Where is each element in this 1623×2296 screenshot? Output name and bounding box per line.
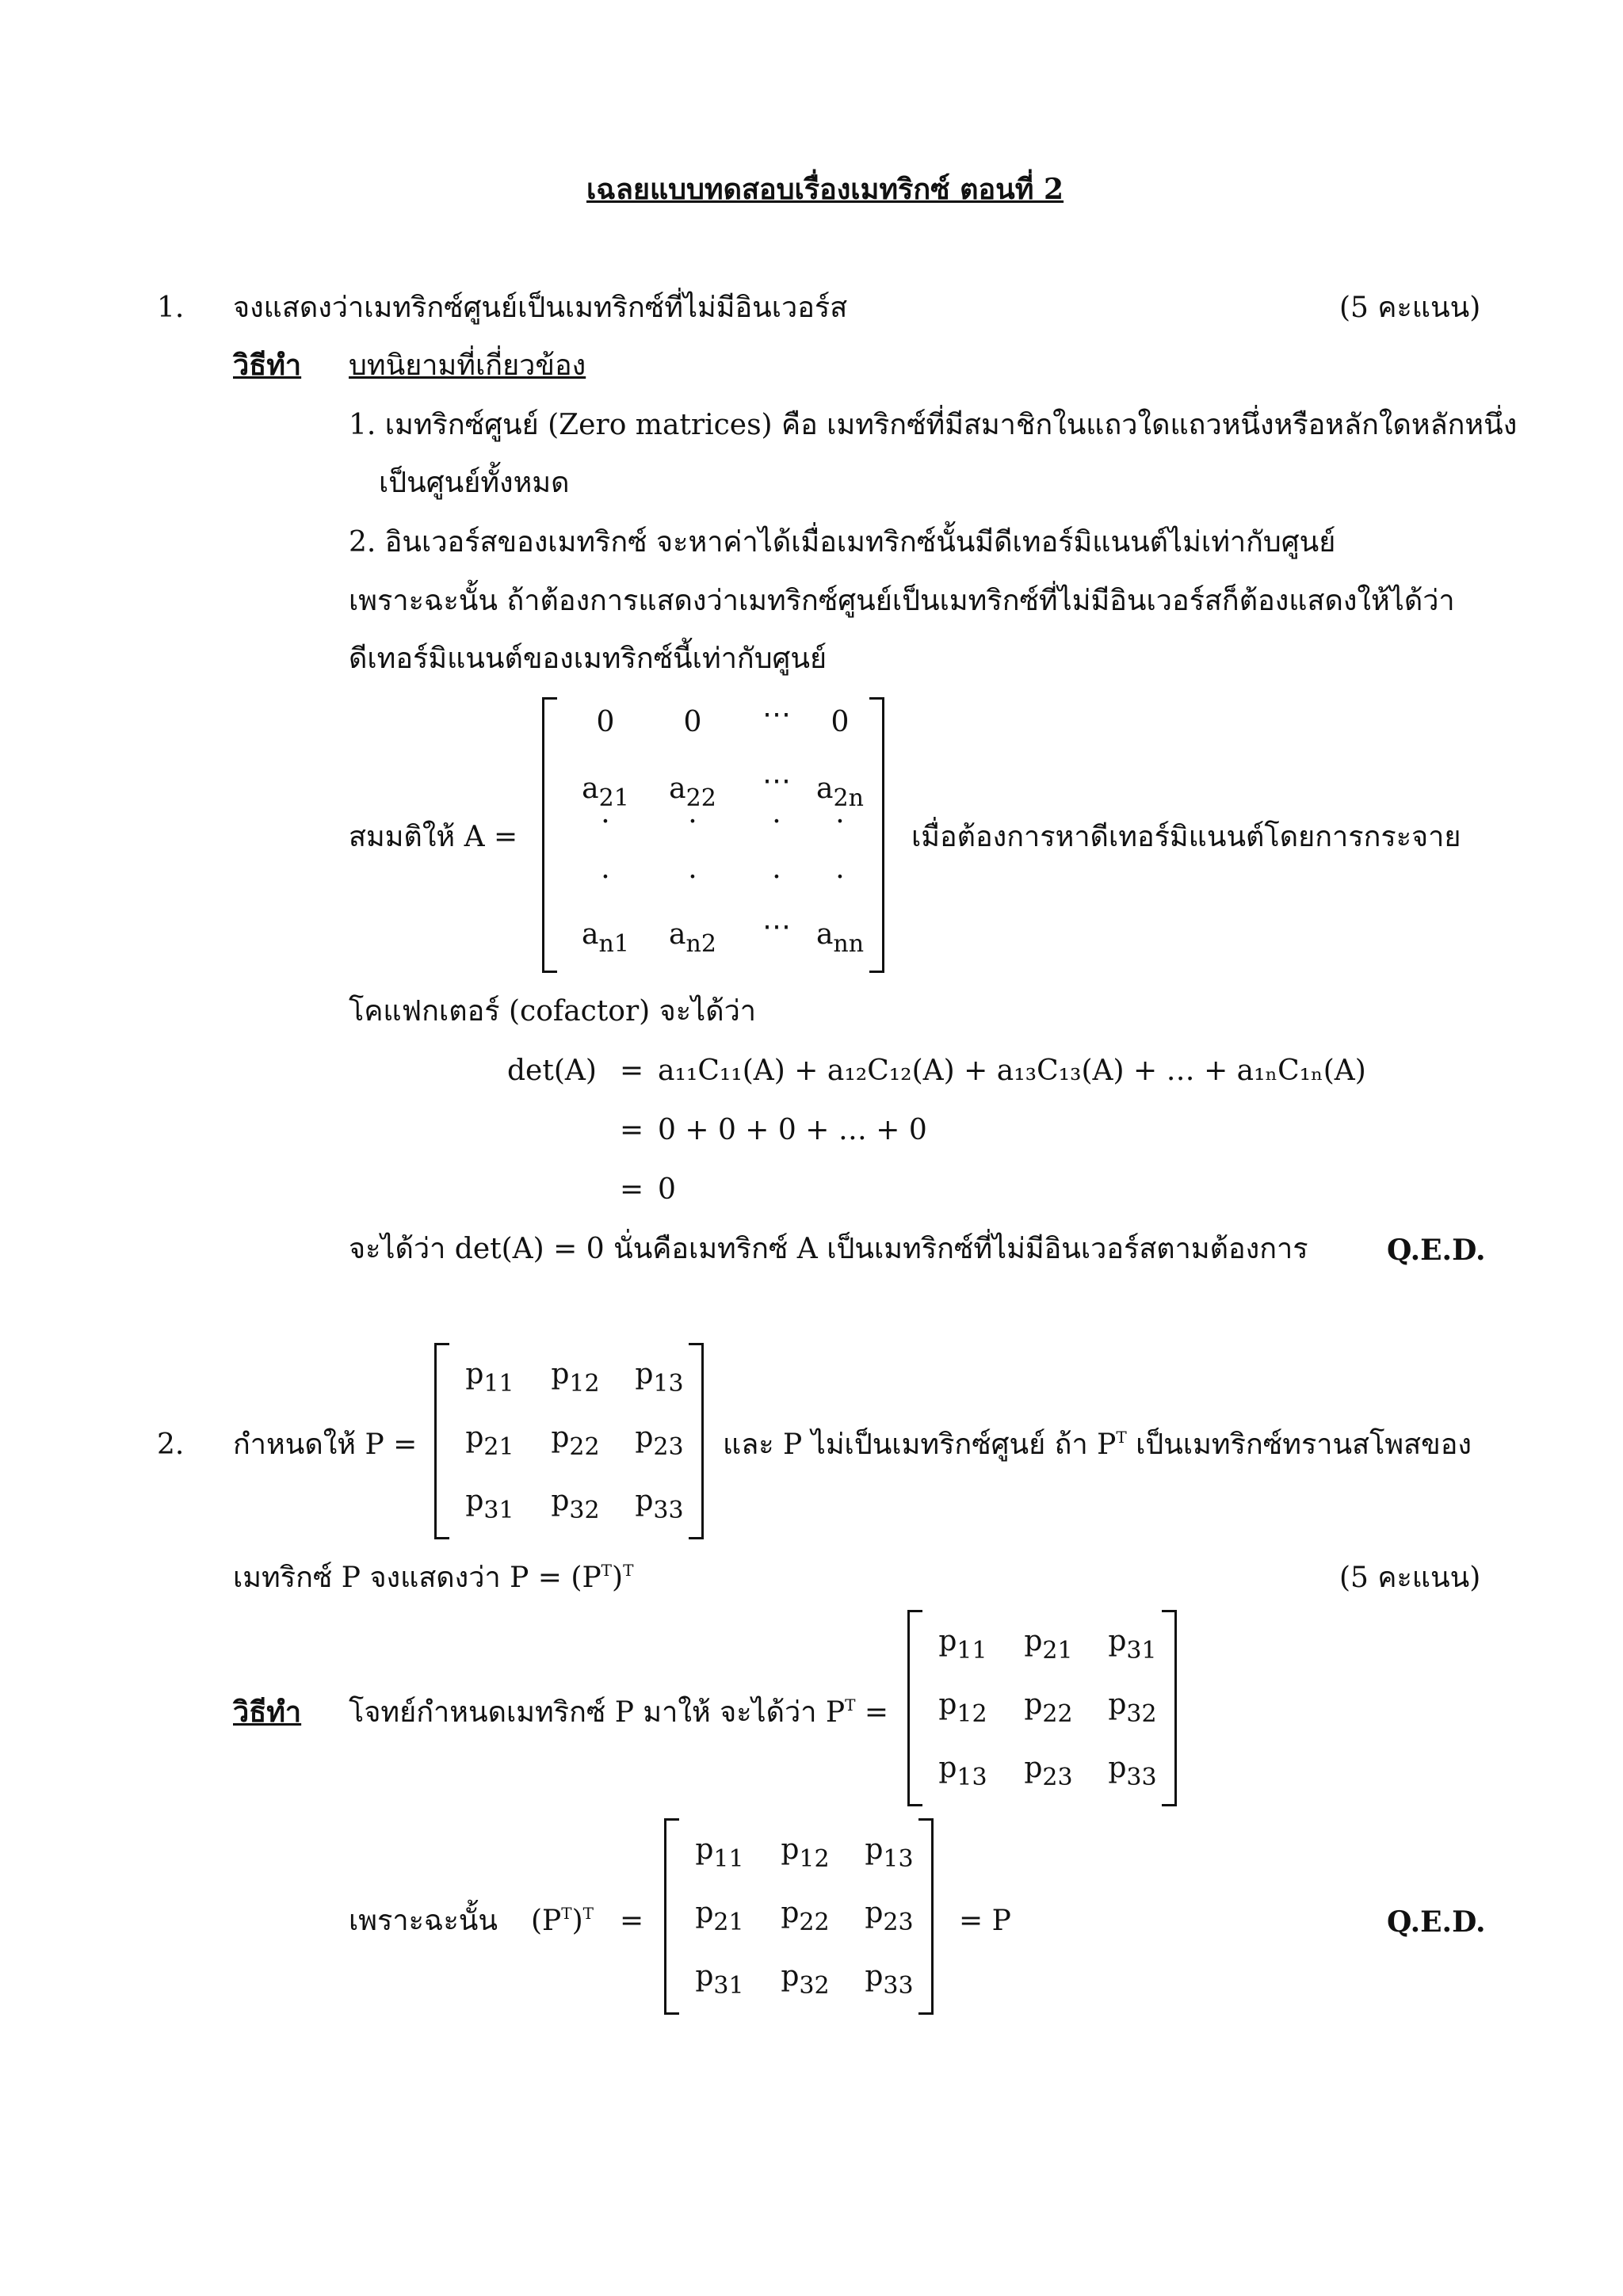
matrix-p-cell: $p_{33}$ [635, 1485, 684, 1524]
det-expansion: a₁₁C₁₁(A) + a₁₂C₁₂(A) + a₁₃C₁₃(A) + … + a₁ₙC₁ₙ(A) [658, 1055, 1366, 1087]
matrix-pt-cell: $p_{31}$ [1108, 1625, 1157, 1665]
matrix-pt-cell: $p_{23}$ [1024, 1752, 1073, 1791]
matrix-a-cell-an1: $a_{n1}$ [582, 918, 629, 958]
matrix-ptt-cell: $p_{13}$ [865, 1833, 914, 1873]
matrix-ptt-cell: $p_{21}$ [695, 1897, 744, 1936]
matrix-a-cell: ⋯ [762, 698, 791, 730]
matrix-p-cell: $p_{23}$ [635, 1421, 684, 1461]
matrix-pt-cell: $p_{11}$ [938, 1625, 987, 1665]
matrix-a-dot: · [601, 861, 610, 894]
matrix-p-cell: $p_{22}$ [551, 1421, 600, 1461]
q1-assume-after: เมื่อต้องการหาดีเทอร์มิแนนต์โดยการกระจาย [911, 821, 1461, 853]
matrix-ptt-cell: $p_{32}$ [781, 1960, 830, 2000]
det-result: 0 [658, 1173, 676, 1206]
q2-method-label: วิธีทำ [233, 1695, 302, 1729]
matrix-a-cell: 0 [683, 706, 702, 738]
matrix-a-cell-a22: $a_{22}$ [669, 772, 716, 812]
matrix-a-dot: · [601, 806, 610, 838]
matrix-a-left-bracket [542, 697, 557, 973]
q2-result: = P [959, 1905, 1011, 1937]
q1-method-label: วิธีทำ [233, 349, 302, 382]
q1-therefore-line1: เพราะฉะนั้น ถ้าต้องการแสดงว่าเมทริกซ์ศูนย์เป็นเมทริกซ์ที่ไม่มีอินเวอร์สก็ต้องแสดงให้ได้ว่า [349, 585, 1455, 617]
matrix-p-left-bracket [434, 1343, 449, 1539]
matrix-ptt-cell: $p_{11}$ [695, 1833, 744, 1873]
matrix-pt-left-bracket [907, 1610, 922, 1806]
q2-qed: Q.E.D. [1387, 1905, 1486, 1939]
q1-cofactor-line: โคแฟกเตอร์ (cofactor) จะได้ว่า [349, 995, 757, 1028]
matrix-p-transpose [907, 1610, 1177, 1806]
matrix-ptt-cell: $p_{31}$ [695, 1960, 744, 2000]
matrix-pt-cell: $p_{33}$ [1108, 1752, 1157, 1791]
q2-given-after: และ P ไม่เป็นเมทริกซ์ศูนย์ ถ้า $P^T$ เป็นเมทริกซ์ทรานสโพสของ [723, 1428, 1472, 1461]
matrix-p [434, 1343, 704, 1539]
q2-score: (5 คะแนน) [1339, 1562, 1481, 1594]
matrix-a-cell: ⋯ [762, 765, 791, 797]
matrix-a-dot: · [688, 806, 697, 838]
q2-given-label: กำหนดให้ P = [233, 1428, 418, 1461]
q1-def1-line1: 1. เมทริกซ์ศูนย์ (Zero matrices) คือ เมทริกซ์ที่มีสมาชิกในแถวใดแถวหนึ่งหรือหลักใดหลักหนึ่ง [349, 409, 1518, 441]
q2-method-text: โจทย์กำหนดเมทริกซ์ P มาให้ จะได้ว่า $P^T$ = [349, 1695, 889, 1729]
det-eq-1: = [620, 1055, 644, 1087]
matrix-ptt-cell: $p_{33}$ [865, 1960, 914, 2000]
matrix-a-cell: ⋯ [762, 910, 791, 943]
matrix-p-cell: $p_{21}$ [465, 1421, 514, 1461]
matrix-p-cell: $p_{32}$ [551, 1485, 600, 1524]
matrix-a-dot: · [772, 861, 781, 894]
matrix-a-dot: · [688, 861, 697, 894]
matrix-a-cell: 0 [596, 706, 615, 738]
matrix-a-dot: · [835, 806, 845, 838]
matrix-a-cell: 0 [831, 706, 850, 738]
q1-def1-line2: เป็นศูนย์ทั้งหมด [379, 467, 570, 499]
q1-conclusion: จะได้ว่า det(A) = 0 นั่นคือเมทริกซ์ A เป็นเมทริกซ์ที่ไม่มีอินเวอร์สตามต้องการ [349, 1233, 1308, 1265]
matrix-ptt-cell: $p_{23}$ [865, 1897, 914, 1936]
q2-therefore-eq: = [620, 1905, 644, 1937]
q2-line2: เมทริกซ์ P จงแสดงว่า $P = (P^T)^T$ [233, 1561, 634, 1594]
matrix-pt-cell: $p_{32}$ [1108, 1688, 1157, 1728]
matrix-a-dot: · [835, 861, 845, 894]
det-eq-3: = [620, 1173, 644, 1206]
q1-score: (5 คะแนน) [1339, 292, 1481, 324]
q1-qed: Q.E.D. [1387, 1234, 1486, 1267]
matrix-a-cell-an2: $a_{n2}$ [669, 918, 716, 958]
q2-ptt-expression: $(P^T)^T$ [531, 1904, 594, 1937]
q1-assume-label: สมมติให้ A = [349, 821, 518, 853]
q1-therefore-line2: ดีเทอร์มิแนนต์ของเมทริกซ์นี้เท่ากับศูนย์ [349, 643, 827, 675]
det-sum-zeros: 0 + 0 + 0 + … + 0 [658, 1114, 927, 1146]
q1-def2-line1: 2. อินเวอร์สของเมทริกซ์ จะหาค่าได้เมื่อเมทริกซ์นั้นมีดีเทอร์มิแนนต์ไม่เท่ากับศูนย์ [349, 526, 1336, 559]
matrix-a-cell-a2n: $a_{2n}$ [816, 772, 864, 812]
matrix-p-cell: $p_{11}$ [465, 1358, 514, 1398]
matrix-p-cell: $p_{12}$ [551, 1358, 600, 1398]
det-eq-2: = [620, 1114, 644, 1146]
matrix-ptt-cell: $p_{22}$ [781, 1897, 830, 1936]
matrix-ptt-cell: $p_{12}$ [781, 1833, 830, 1873]
matrix-p-cell: $p_{13}$ [635, 1358, 684, 1398]
matrix-a-cell-a21: $a_{21}$ [582, 772, 629, 812]
page-title: เฉลยแบบทดสอบเรื่องเมทริกซ์ ตอนที่ 2 [586, 173, 1064, 206]
q1-number: 1. [157, 292, 185, 324]
matrix-ptt-left-bracket [664, 1818, 679, 2015]
matrix-p-transpose-transpose [664, 1818, 934, 2015]
matrix-a [542, 697, 884, 973]
matrix-pt-cell: $p_{22}$ [1024, 1688, 1073, 1728]
matrix-a-cell-ann: $a_{nn}$ [815, 918, 865, 958]
matrix-pt-cell: $p_{13}$ [938, 1752, 987, 1791]
matrix-a-dot: · [772, 806, 781, 838]
det-lhs: det(A) [507, 1055, 597, 1087]
q1-question: จงแสดงว่าเมทริกซ์ศูนย์เป็นเมทริกซ์ที่ไม่มีอินเวอร์ส [233, 292, 848, 324]
q1-definitions-heading: บทนิยามที่เกี่ยวข้อง [349, 349, 586, 382]
q2-number: 2. [157, 1428, 185, 1461]
q2-therefore-label: เพราะฉะนั้น [349, 1905, 498, 1937]
matrix-pt-cell: $p_{12}$ [938, 1688, 987, 1728]
matrix-p-cell: $p_{31}$ [465, 1485, 514, 1524]
matrix-pt-cell: $p_{21}$ [1024, 1625, 1073, 1665]
